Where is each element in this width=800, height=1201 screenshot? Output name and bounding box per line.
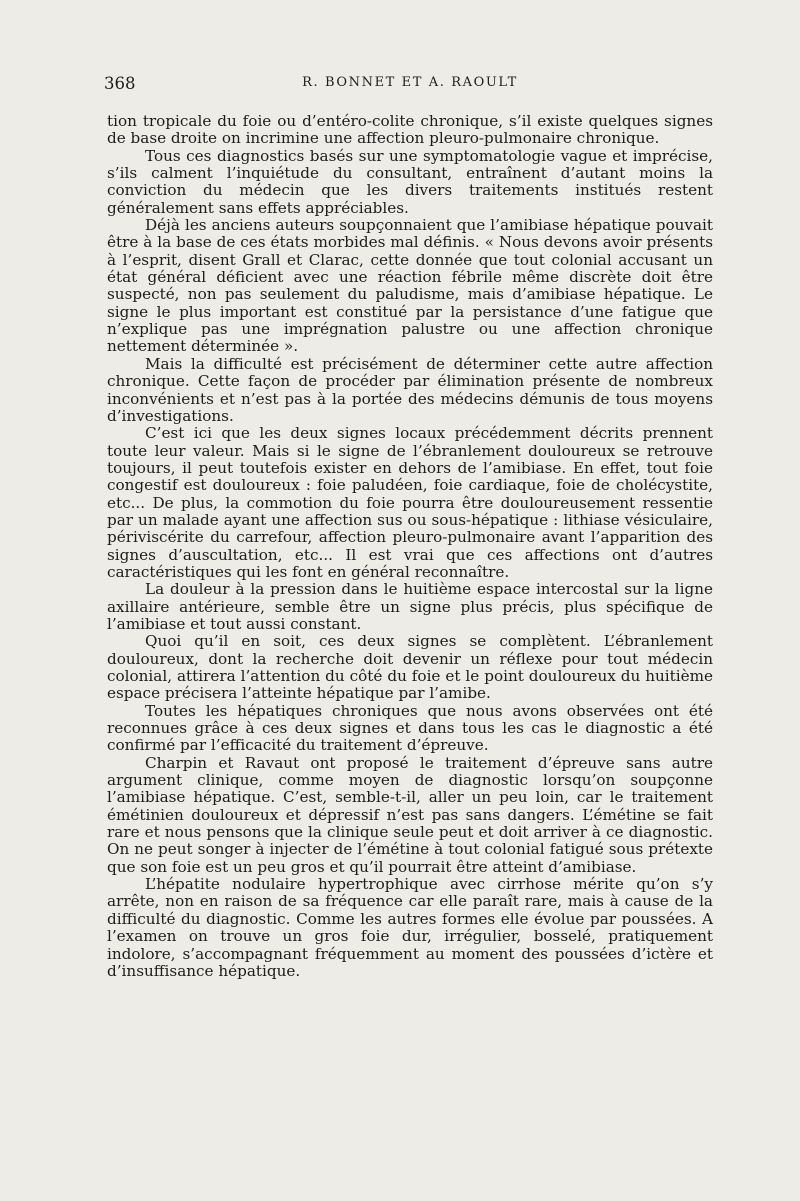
paragraph: Quoi qu’il en soit, ces deux signes se complètent. L’ébranlement douloureux, dont la recherche doit devenir un réflexe pour tout médecin colonial, attirera l’attention du côté du foie et le point douloureux du huitième espace précisera l’atteinte hépatique par l’amibe. bbox=[107, 632, 713, 703]
running-head: R. BONNET ET A. RAOULT bbox=[302, 75, 518, 90]
paragraph: L’hépatite nodulaire hypertrophique avec cirrhose mérite qu’on s’y arrête, non en raison de sa fréquence car elle paraît rare, mais à cause de la difficulté du diagnostic. Comme les autres formes elle évolue par poussées. A l’examen on trouve un gros foie dur, irrégulier, bosselé, pratiquement indolore, s’accompagnant fréquemment au moment des poussées d’ictère et d’insuffisance hépatique. bbox=[107, 875, 713, 980]
paragraph: Charpin et Ravaut ont proposé le traitement d’épreuve sans autre argument clinique, comme moyen de diagnostic lorsqu’on soupçonne l’amibiase hépatique. C’est, semble-t-il, aller un peu loin, car le traitement émétinien douloureux et dépressif n’est pas sans dangers. L’émétine se fait rare et nous pensons que la clinique seule peut et doit arriver à ce diagnostic. On ne peut songer à injecter de l’émétine à tout colonial fatigué sous prétexte que son foie est un peu gros et qu’il pourrait être atteint d’amibiase. bbox=[107, 753, 713, 876]
body-text bbox=[107, 113, 713, 980]
page-header bbox=[104, 74, 716, 96]
paragraph: C’est ici que les deux signes locaux précédemment décrits prennent toute leur valeur. Mais si le signe de l’ébranlement douloureux se retrouve toujours, il peut toutefois exister en dehors de l’amibiase. En effet, tout foie congestif est douloureux : foie paludéen, foie cardiaque, foie de cholécystite, etc... De plus, la commotion du foie pourra être douloureusement ressentie par un malade ayant une affection sus ou sous-hépatique : lithiase vésiculaire, périviscérite du carrefour, affection pleuro-pulmonaire avant l’apparition des signes d’auscultation, etc... Il est vrai que ces affections ont d’autres caractéristiques qui les font en général reconnaître. bbox=[107, 424, 713, 581]
paragraph: Toutes les hépatiques chroniques que nous avons observées ont été reconnues grâce à ces deux signes et dans tous les cas le diagnostic a été confirmé par l’efficacité du traitement d’épreuve. bbox=[107, 701, 713, 755]
page-number: 368 bbox=[104, 74, 136, 93]
paragraph: Tous ces diagnostics basés sur une symptomatologie vague et imprécise, s’ils calment l’inquiétude du consultant, entraînent d’autant moins la conviction du médecin que les divers traitements institués restent généralement sans effets appréciables. bbox=[107, 146, 713, 217]
paragraph: tion tropicale du foie ou d’entéro-colite chronique, s’il existe quelques signes de base droite on incrimine une affection pleuro-pulmonaire chronique. bbox=[107, 112, 713, 148]
paragraph: Mais la difficulté est précisément de déterminer cette autre affection chronique. Cette façon de procéder par élimination présente de nombreux inconvénients et n’est pas à la portée des médecins démunis de tous moyens d’investigations. bbox=[107, 354, 713, 425]
paragraph: La douleur à la pression dans le huitième espace intercostal sur la ligne axillaire antérieure, semble être un signe plus précis, plus spécifique de l’amibiase et tout aussi constant. bbox=[107, 580, 713, 633]
paragraph: Déjà les anciens auteurs soupçonnaient que l’amibiase hépatique pouvait être à la base de ces états morbides mal définis. « Nous devons avoir présents à l’esprit, disent Grall et Clarac, cette donnée que tout colonial accusant un état général déficient avec une réaction fébrile même discrète doit être suspecté, non pas seulement du paludisme, mais d’amibiase hépatique. Le signe le plus important est constitué par la persistance d’une fatigue que n’explique pas une imprégnation palustre ou une affection chronique nettement déterminée ». bbox=[107, 216, 713, 356]
